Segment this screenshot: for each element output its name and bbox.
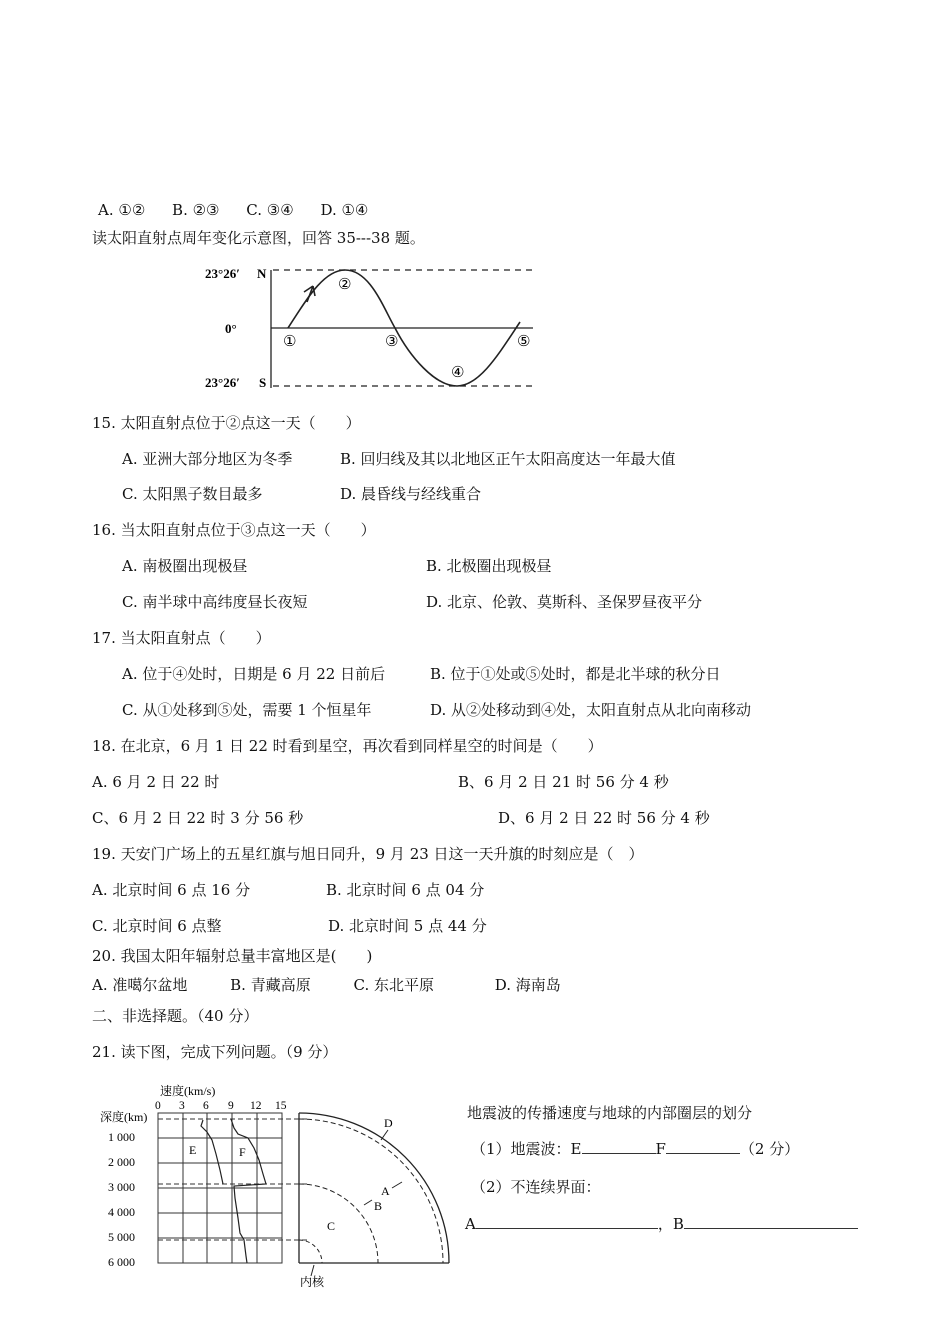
x-tick-9: 9 — [228, 1100, 234, 1112]
s-label: S — [259, 375, 267, 390]
lat-s-label: 23°26′ — [205, 375, 240, 390]
q19-option-d: D. 北京时间 5 点 44 分 — [328, 917, 487, 935]
q15-option-b: B. 回归线及其以北地区正午太阳高度达一年最大值 — [340, 450, 676, 468]
q15-option-a: A. 亚洲大部分地区为冬季 — [122, 450, 293, 468]
q21-sub1-prefix: （1）地震波：E — [471, 1140, 582, 1158]
y-tick-2000: 2 000 — [108, 1155, 135, 1169]
q17-stem: 17. 当太阳直射点（ ） — [92, 629, 271, 647]
layer-a-label: A — [381, 1184, 390, 1198]
seismic-wave-diagram — [92, 1078, 454, 1290]
point-2: ② — [338, 275, 352, 293]
intro-text: 读太阳直射点周年变化示意图，回答 35---38 题。 — [92, 229, 425, 247]
q21-sub1-mid: F — [655, 1140, 666, 1158]
q21-blank-a-label: A — [465, 1215, 476, 1233]
n-label: N — [257, 266, 267, 281]
wave-f-label: F — [239, 1145, 246, 1159]
wave-e-curve — [201, 1120, 223, 1184]
q20-options — [92, 975, 561, 995]
point-1: ① — [283, 332, 297, 350]
prev-answer-options — [98, 200, 368, 220]
q20-option-d: D. 海南岛 — [494, 976, 561, 994]
lat-n-label: 23°26′ — [205, 266, 240, 281]
point-3: ③ — [385, 332, 399, 350]
prev-option-b: B. ②③ — [172, 201, 220, 219]
q21-figure-title: 地震波的传播速度与地球的内部圈层的划分 — [467, 1104, 753, 1122]
q21-stem: 21. 读下图，完成下列问题。（9 分） — [92, 1043, 338, 1061]
q20-stem: 20. 我国太阳年辐射总量丰富地区是( ) — [92, 947, 373, 965]
inner-core-boundary — [299, 1240, 322, 1263]
prev-option-c: C. ③④ — [246, 201, 294, 219]
q18-option-b: B、6 月 2 日 21 时 56 分 4 秒 — [458, 773, 669, 791]
q21-sub1 — [471, 1139, 799, 1159]
q15-option-d: D. 晨昏线与经线重合 — [340, 485, 482, 503]
q18-stem: 18. 在北京，6 月 1 日 22 时看到星空，再次看到同样星空的时间是（ ） — [92, 737, 603, 755]
answer-field-a[interactable] — [476, 1214, 658, 1229]
x-tick-15: 15 — [275, 1100, 287, 1112]
equator-label: 0° — [225, 321, 237, 336]
q19-option-c: C. 北京时间 6 点整 — [92, 917, 222, 935]
earth-outer-surface — [299, 1113, 449, 1263]
q21-blanks-ab — [465, 1214, 858, 1234]
section2-heading: 二、非选择题。（40 分） — [92, 1007, 259, 1025]
chart-y-title: 深度(km) — [100, 1110, 148, 1124]
label-d-leader — [381, 1130, 388, 1140]
direction-arrow-icon — [304, 286, 315, 302]
sun-direct-point-diagram — [195, 262, 545, 397]
wave-e-label: E — [189, 1143, 197, 1157]
q21-sub1-suffix: （2 分） — [739, 1140, 800, 1158]
q19-stem: 19. 天安门广场上的五星红旗与旭日同升，9 月 23 日这一天升旗的时刻应是（ ） — [92, 845, 644, 863]
q20-option-a: A. 准噶尔盆地 — [92, 976, 188, 994]
answer-field-f[interactable] — [666, 1139, 740, 1154]
y-tick-5000: 5 000 — [108, 1230, 135, 1244]
q17-option-a: A. 位于④处时，日期是 6 月 22 日前后 — [122, 665, 386, 683]
layer-b-label: B — [374, 1199, 383, 1213]
q16-option-d: D. 北京、伦敦、莫斯科、圣保罗昼夜平分 — [426, 593, 703, 611]
answer-field-b[interactable] — [684, 1214, 858, 1229]
y-tick-1000: 1 000 — [108, 1130, 135, 1144]
point-5: ⑤ — [517, 332, 531, 350]
y-tick-3000: 3 000 — [108, 1180, 135, 1194]
y-tick-6000: 6 000 — [108, 1255, 135, 1269]
x-tick-12: 12 — [250, 1100, 262, 1112]
chart-x-title: 速度(km/s) — [160, 1084, 216, 1098]
q17-option-b: B. 位于①处或⑤处时，都是北半球的秋分日 — [430, 665, 721, 683]
point-4: ④ — [451, 363, 465, 381]
q19-option-b: B. 北京时间 6 点 04 分 — [326, 881, 485, 899]
q18-option-c: C、6 月 2 日 22 时 3 分 56 秒 — [92, 809, 304, 827]
y-tick-4000: 4 000 — [108, 1205, 135, 1219]
layer-d-label: D — [384, 1116, 393, 1130]
q16-option-b: B. 北极圈出现极昼 — [426, 557, 552, 575]
layer-c-label: C — [327, 1219, 336, 1233]
moho-boundary — [299, 1119, 443, 1263]
q17-option-d: D. 从②处移动到④处，太阳直射点从北向南移动 — [430, 701, 752, 719]
x-tick-6: 6 — [203, 1100, 209, 1112]
q16-option-a: A. 南极圈出现极昼 — [122, 557, 248, 575]
q15-option-c: C. 太阳黑子数目最多 — [122, 485, 263, 503]
q20-option-c: C. 东北平原 — [353, 976, 434, 994]
q15-stem: 15. 太阳直射点位于②点这一天（ ） — [92, 414, 361, 432]
q20-option-b: B. 青藏高原 — [230, 976, 311, 994]
q18-option-d: D、6 月 2 日 22 时 56 分 4 秒 — [498, 809, 710, 827]
x-tick-3: 3 — [179, 1100, 185, 1112]
q17-option-c: C. 从①处移到⑤处，需要 1 个恒星年 — [122, 701, 372, 719]
label-a-leader — [392, 1182, 402, 1188]
label-b-leader — [364, 1200, 372, 1205]
prev-option-a: A. ①② — [98, 201, 146, 219]
answer-field-e[interactable] — [582, 1139, 656, 1154]
q16-stem: 16. 当太阳直射点位于③点这一天（ ） — [92, 521, 376, 539]
wave-f-curve — [231, 1119, 266, 1263]
q18-option-a: A. 6 月 2 日 22 时 — [92, 773, 220, 791]
q21-blank-b-label: ，B — [657, 1215, 684, 1233]
gutenberg-boundary — [299, 1184, 378, 1263]
q21-sub2: （2）不连续界面： — [471, 1178, 601, 1196]
prev-option-d: D. ①④ — [320, 201, 369, 219]
x-tick-0: 0 — [155, 1100, 161, 1112]
inner-core-label: 内核 — [300, 1275, 325, 1289]
q16-option-c: C. 南半球中高纬度昼长夜短 — [122, 593, 308, 611]
q19-option-a: A. 北京时间 6 点 16 分 — [92, 881, 251, 899]
